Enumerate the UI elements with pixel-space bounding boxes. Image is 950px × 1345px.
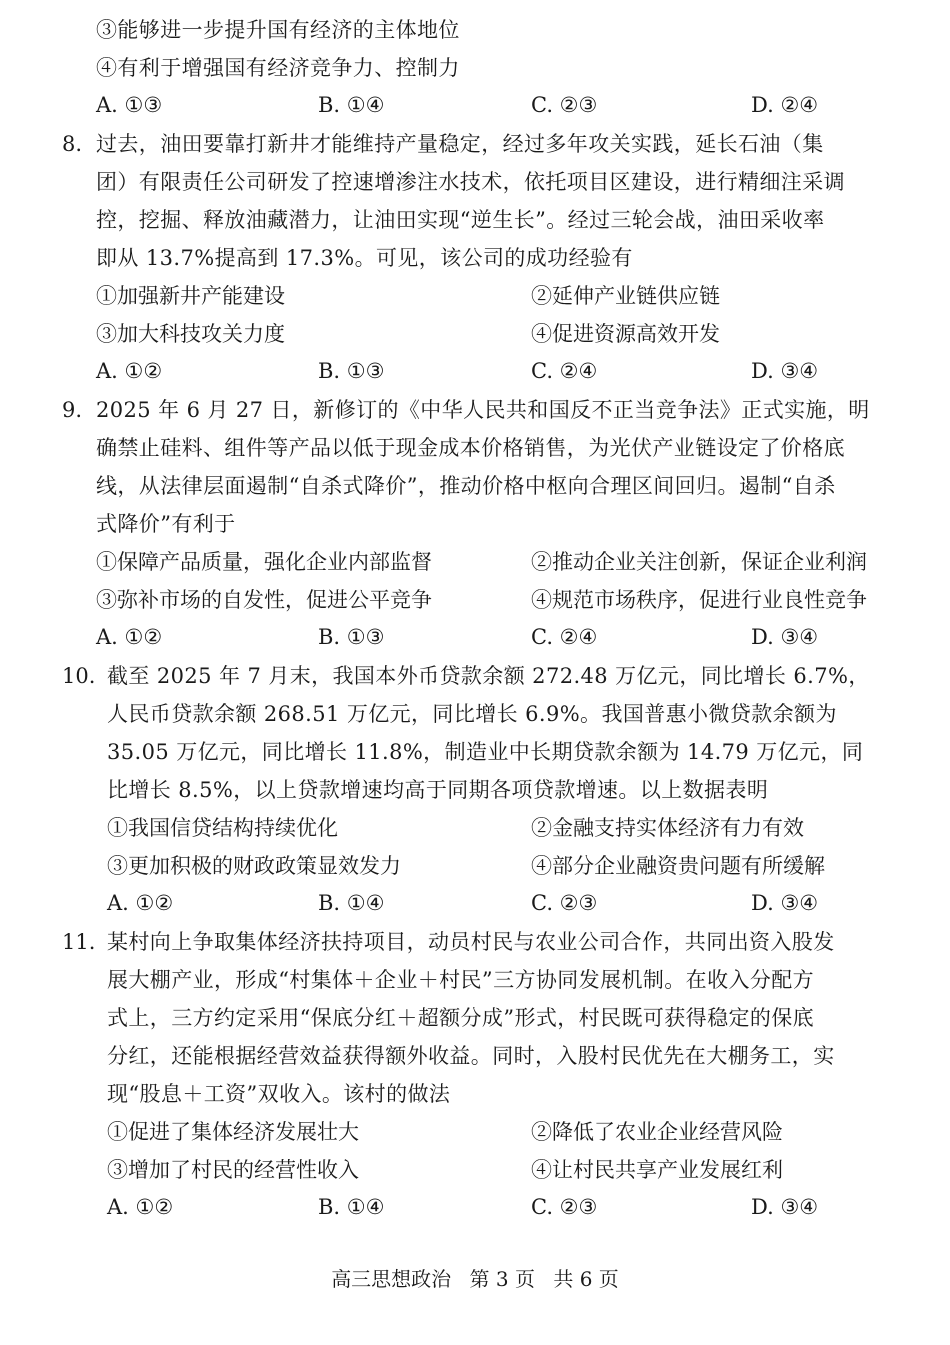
q11-stem-line: 现“股息＋工资”双收入。该村的做法 — [107, 1082, 451, 1106]
q11-option-1: ①促进了集体经济发展壮大 — [107, 1120, 359, 1144]
q10-stem-line: 比增长 8.5%，以上贷款增速均高于同期各项贷款增速。以上数据表明 — [107, 778, 769, 802]
q9-choice-a: A. ①② — [96, 625, 163, 649]
q7-choice-b: B. ①④ — [318, 93, 385, 117]
q7-choice-c: C. ②③ — [531, 93, 598, 117]
q8-option-3: ③加大科技攻关力度 — [96, 322, 285, 346]
q8-choice-a: A. ①② — [96, 359, 163, 383]
q8-choice-c: C. ②④ — [531, 359, 598, 383]
q8-number: 8. — [62, 132, 83, 156]
q10-stem-line: 截至 2025 年 7 月末，我国本外币贷款余额 272.48 万亿元，同比增长 6.7%， — [107, 664, 870, 688]
footer-page-number: 第 3 页 — [469, 1267, 535, 1291]
q11-choice-a: A. ①② — [107, 1195, 174, 1219]
q7-option-4: ④有利于增强国有经济竞争力、控制力 — [96, 56, 460, 80]
q9-option-2: ②推动企业关注创新，保证企业利润 — [531, 550, 867, 574]
q9-stem-line: 线，从法律层面遏制“自杀式降价”，推动价格中枢向合理区间回归。遏制“自杀 — [96, 474, 836, 498]
q8-choice-b: B. ①③ — [318, 359, 385, 383]
q11-stem-line: 展大棚产业，形成“村集体＋企业＋村民”三方协同发展机制。在收入分配方 — [107, 968, 815, 992]
q10-choice-a: A. ①② — [107, 891, 174, 915]
q8-stem-line: 控，挖掘、释放油藏潜力，让油田实现“逆生长”。经过三轮会战，油田采收率 — [96, 208, 825, 232]
q9-option-3: ③弥补市场的自发性，促进公平竞争 — [96, 588, 432, 612]
q11-option-2: ②降低了农业企业经营风险 — [531, 1120, 783, 1144]
page-footer — [0, 1265, 950, 1293]
q8-stem-line: 团）有限责任公司研发了控速增渗注水技术，依托项目区建设，进行精细注采调 — [96, 170, 845, 194]
q11-stem-line: 某村向上争取集体经济扶持项目，动员村民与农业公司合作，共同出资入股发 — [107, 930, 835, 954]
q9-option-4: ④规范市场秩序，促进行业良性竞争 — [531, 588, 867, 612]
q8-option-2: ②延伸产业链供应链 — [531, 284, 720, 308]
q11-stem-line: 式上，三方约定采用“保底分红＋超额分成”形式，村民既可获得稳定的保底 — [107, 1006, 815, 1030]
q10-choice-c: C. ②③ — [531, 891, 598, 915]
q11-choice-b: B. ①④ — [318, 1195, 385, 1219]
q10-choice-d: D. ③④ — [751, 891, 819, 915]
q9-choice-c: C. ②④ — [531, 625, 598, 649]
q10-option-2: ②金融支持实体经济有力有效 — [531, 816, 804, 840]
q9-choice-d: D. ③④ — [751, 625, 819, 649]
footer-total-pages: 共 6 页 — [553, 1267, 619, 1291]
q9-stem-line: 式降价”有利于 — [96, 512, 236, 536]
q7-choice-a: A. ①③ — [96, 93, 163, 117]
footer-subject: 高三思想政治 — [331, 1267, 452, 1291]
q11-number: 11. — [62, 930, 96, 954]
q9-stem-line: 2025 年 6 月 27 日，新修订的《中华人民共和国反不正当竞争法》正式实施，明 — [96, 398, 870, 422]
q10-stem-line: 35.05 万亿元，同比增长 11.8%，制造业中长期贷款余额为 14.79 万亿元，同 — [107, 740, 864, 764]
q9-stem-line: 确禁止硅料、组件等产品以低于现金成本价格销售，为光伏产业链设定了价格底 — [96, 436, 845, 460]
q10-option-4: ④部分企业融资贵问题有所缓解 — [531, 854, 825, 878]
q8-option-4: ④促进资源高效开发 — [531, 322, 720, 346]
q11-option-3: ③增加了村民的经营性收入 — [107, 1158, 359, 1182]
q7-option-3: ③能够进一步提升国有经济的主体地位 — [96, 18, 460, 42]
q11-stem-line: 分红，还能根据经营效益获得额外收益。同时，入股村民优先在大棚务工，实 — [107, 1044, 835, 1068]
q8-choice-d: D. ③④ — [751, 359, 819, 383]
q8-option-1: ①加强新井产能建设 — [96, 284, 285, 308]
q10-option-1: ①我国信贷结构持续优化 — [107, 816, 338, 840]
q8-stem-line: 过去，油田要靠打新井才能维持产量稳定，经过多年攻关实践，延长石油（集 — [96, 132, 824, 156]
q11-choice-c: C. ②③ — [531, 1195, 598, 1219]
q9-option-1: ①保障产品质量，强化企业内部监督 — [96, 550, 432, 574]
q10-stem-line: 人民币贷款余额 268.51 万亿元，同比增长 6.9%。我国普惠小微贷款余额为 — [107, 702, 837, 726]
q8-stem-line: 即从 13.7%提高到 17.3%。可见，该公司的成功经验有 — [96, 246, 633, 270]
q11-choice-d: D. ③④ — [751, 1195, 819, 1219]
q10-option-3: ③更加积极的财政政策显效发力 — [107, 854, 401, 878]
q10-number: 10. — [62, 664, 96, 688]
q10-choice-b: B. ①④ — [318, 891, 385, 915]
q11-option-4: ④让村民共享产业发展红利 — [531, 1158, 783, 1182]
q7-choice-d: D. ②④ — [751, 93, 819, 117]
q9-number: 9. — [62, 398, 83, 422]
q9-choice-b: B. ①③ — [318, 625, 385, 649]
